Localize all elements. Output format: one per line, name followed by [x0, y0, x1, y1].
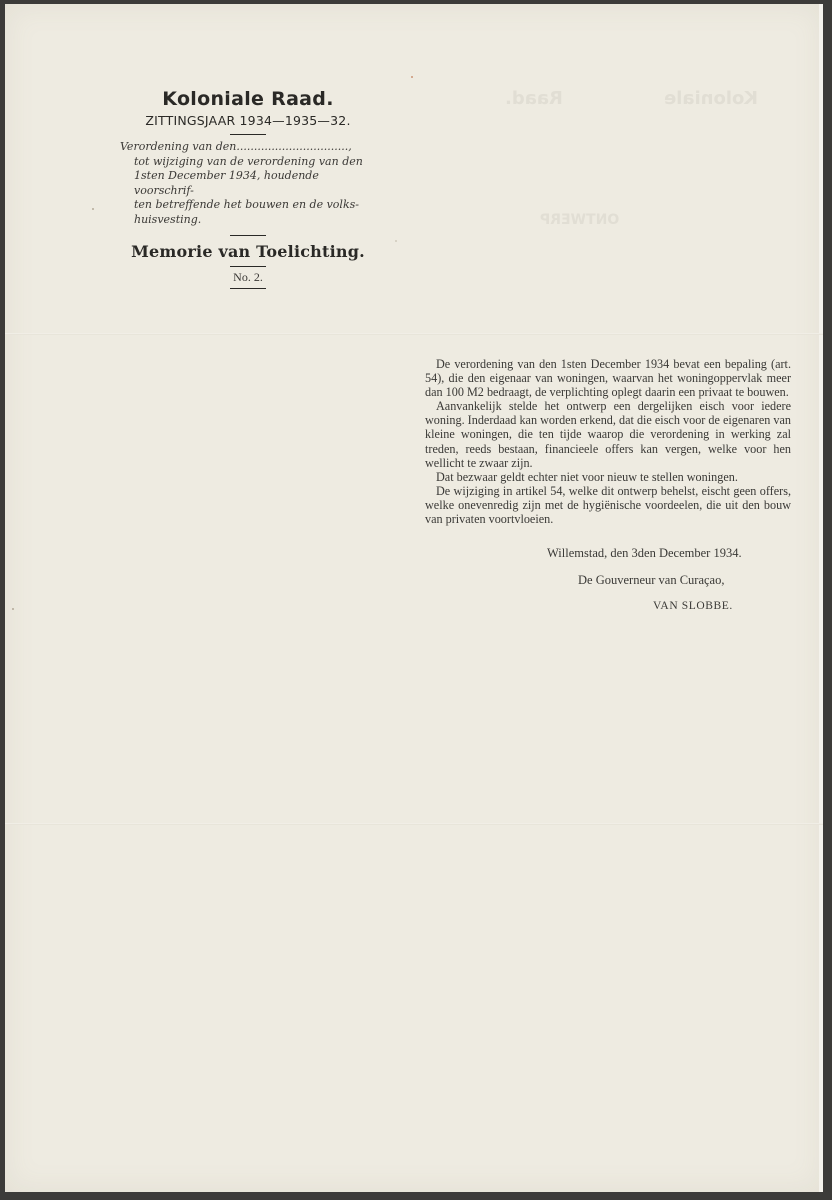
- divider: [230, 266, 266, 267]
- document-number: No. 2.: [233, 270, 263, 284]
- ordinance-line: huisvesting.: [134, 212, 202, 226]
- fold-line: [5, 823, 823, 825]
- body-paragraph: Aanvankelijk stelde het ontwerp een dergelijken eisch voor iedere woning. Inderdaad kan worden erkend, dat die eisch voor de eigenaren van kleine woningen, die ten tijde waarop die verordening in werking zal treden, reeds bestaan, financieele offers kan vergen, welke voor hen wellicht te zwaar zijn.: [425, 399, 791, 470]
- session-year: ZITTINGSJAAR 1934—1935—32.: [145, 113, 351, 128]
- page-edge: [819, 4, 823, 1192]
- document-header: [118, 86, 378, 294]
- explanatory-memorandum-text: [425, 357, 791, 526]
- ordinance-line: Verordening van den................................,: [120, 140, 352, 153]
- signatory-office: De Gouverneur van Curaçao,: [578, 573, 725, 587]
- place-and-date: Willemstad, den 3den December 1934.: [547, 546, 742, 560]
- divider: [230, 134, 266, 135]
- ordinance-description: [120, 140, 378, 227]
- show-through-text: Koloniale: [664, 88, 759, 109]
- body-paragraph: Dat bezwaar geldt echter niet voor nieuw te stellen woningen.: [436, 469, 738, 484]
- council-title: Koloniale Raad.: [162, 88, 334, 110]
- ordinance-line: ten betreffende het bouwen en de volks-: [134, 198, 359, 211]
- body-paragraph: De wijziging in artikel 54, welke dit ontwerp behelst, eischt geen offers, welke onevenredig zijn met de hygiënische voordeelen, die uit den bouw van privaten voortvloeien.: [425, 483, 791, 527]
- ordinance-line: 1sten December 1934, houdende voorschrif-: [134, 169, 319, 197]
- divider: [230, 235, 266, 236]
- show-through-text: Raad.: [505, 88, 563, 109]
- show-through-heading: ONTWERP: [540, 212, 620, 228]
- body-paragraph: De verordening van den 1sten December 1934 bevat een bepaling (art. 54), die den eigenaar van woningen, waarvan het woningoppervlak meer dan 100 M2 bedraagt, de verplichting oplegt daarin een privaat te bouwen.: [425, 357, 791, 400]
- ordinance-line: tot wijziging van de verordening van den: [134, 154, 363, 168]
- document-type-heading: Memorie van Toelichting.: [131, 242, 365, 261]
- divider: [230, 288, 266, 289]
- signatory-name: VAN SLOBBE.: [653, 600, 733, 612]
- fold-line: [5, 333, 823, 335]
